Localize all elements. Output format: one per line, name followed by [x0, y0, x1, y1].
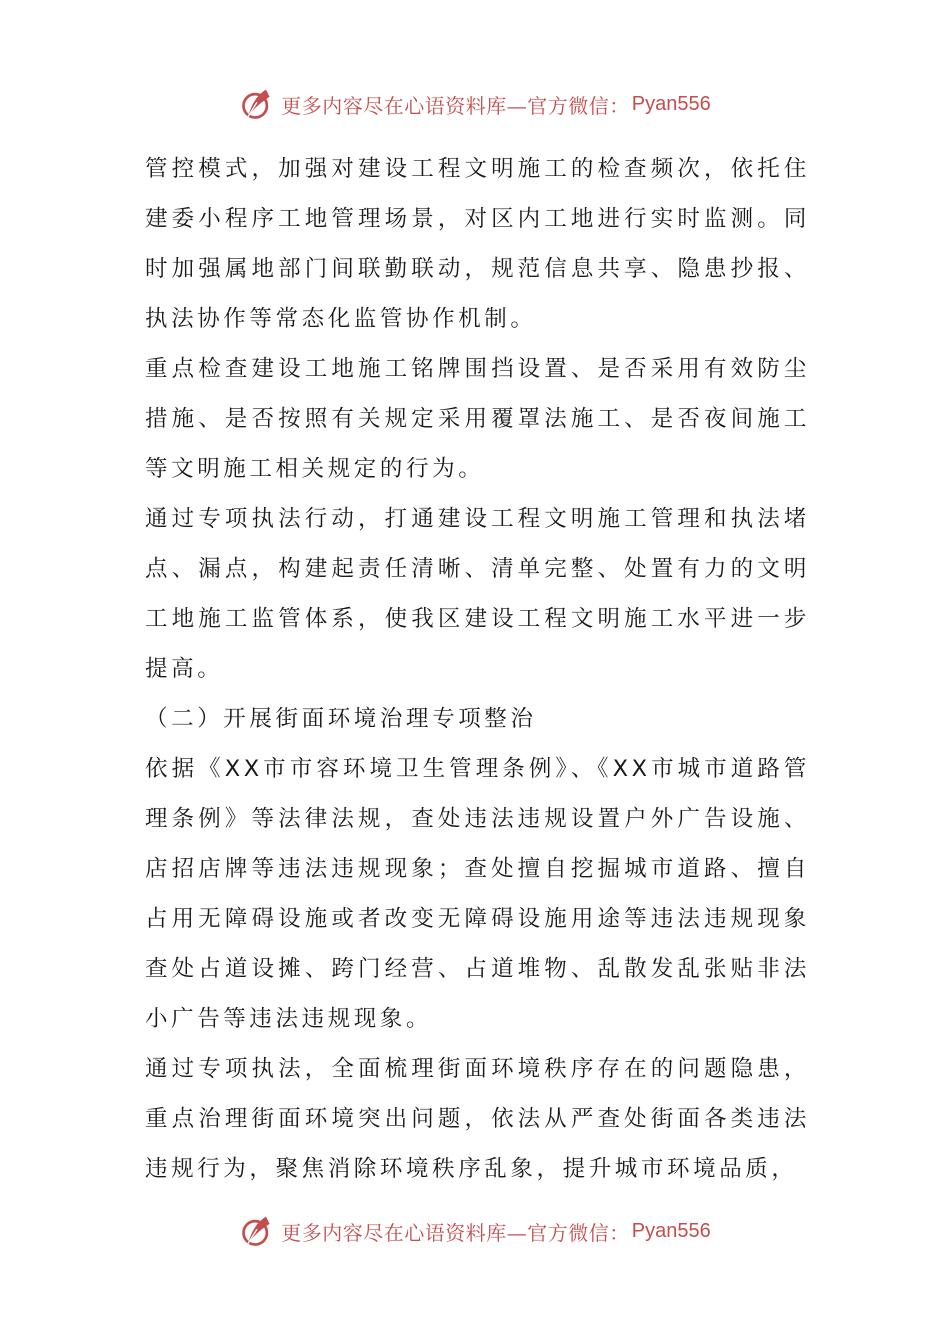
watermark-wechat-id: Pyan556 [631, 1219, 711, 1242]
paragraph: 依据《XX市市容环境卫生管理条例》、《XX市城市道路管理条例》等法律法规，查处违法违规设置户外广告设施、店招店牌等违法违规现象；查处擅自挖掘城市道路、擅自占用无障碍设施或者改变无障碍设施用途等违法违规现象查处占道设摊、跨门经营、占道堆物、乱散发乱张贴非法小广告等违法违规现象。 [145, 756, 810, 1032]
watermark-wechat-id: Pyan556 [631, 92, 711, 115]
quill-pen-logo-icon [239, 86, 275, 122]
header-watermark [0, 82, 950, 126]
watermark-text: 更多内容尽在心语资料库—官方微信： [281, 93, 630, 118]
watermark-text: 更多内容尽在心语资料库—官方微信： [281, 1220, 630, 1245]
paragraph: 通过专项执法，全面梳理街面环境秩序存在的问题隐患，重点治理街面环境突出问题，依法从严查处街面各类违法违规行为，聚焦消除环境秩序乱象，提升城市环境品质， [145, 1056, 810, 1182]
footer-watermark [0, 1209, 950, 1253]
quill-pen-logo-icon [239, 1213, 275, 1249]
document-body [145, 144, 810, 1194]
paragraph: 重点检查建设工地施工铭牌围挡设置、是否采用有效防尘措施、是否按照有关规定采用覆罩法施工、是否夜间施工等文明施工相关规定的行为。 [145, 356, 810, 482]
paragraph: 通过专项执法行动，打通建设工程文明施工管理和执法堵点、漏点，构建起责任清晰、清单完整、处置有力的文明工地施工监管体系，使我区建设工程文明施工水平进一步提高。 [145, 506, 810, 682]
section-heading: （二）开展街面环境治理专项整治 [145, 706, 537, 732]
paragraph: 管控模式，加强对建设工程文明施工的检查频次，依托住建委小程序工地管理场景，对区内工地进行实时监测。同时加强属地部门间联勤联动，规范信息共享、隐患抄报、执法协作等常态化监管协作机制。 [145, 156, 810, 332]
